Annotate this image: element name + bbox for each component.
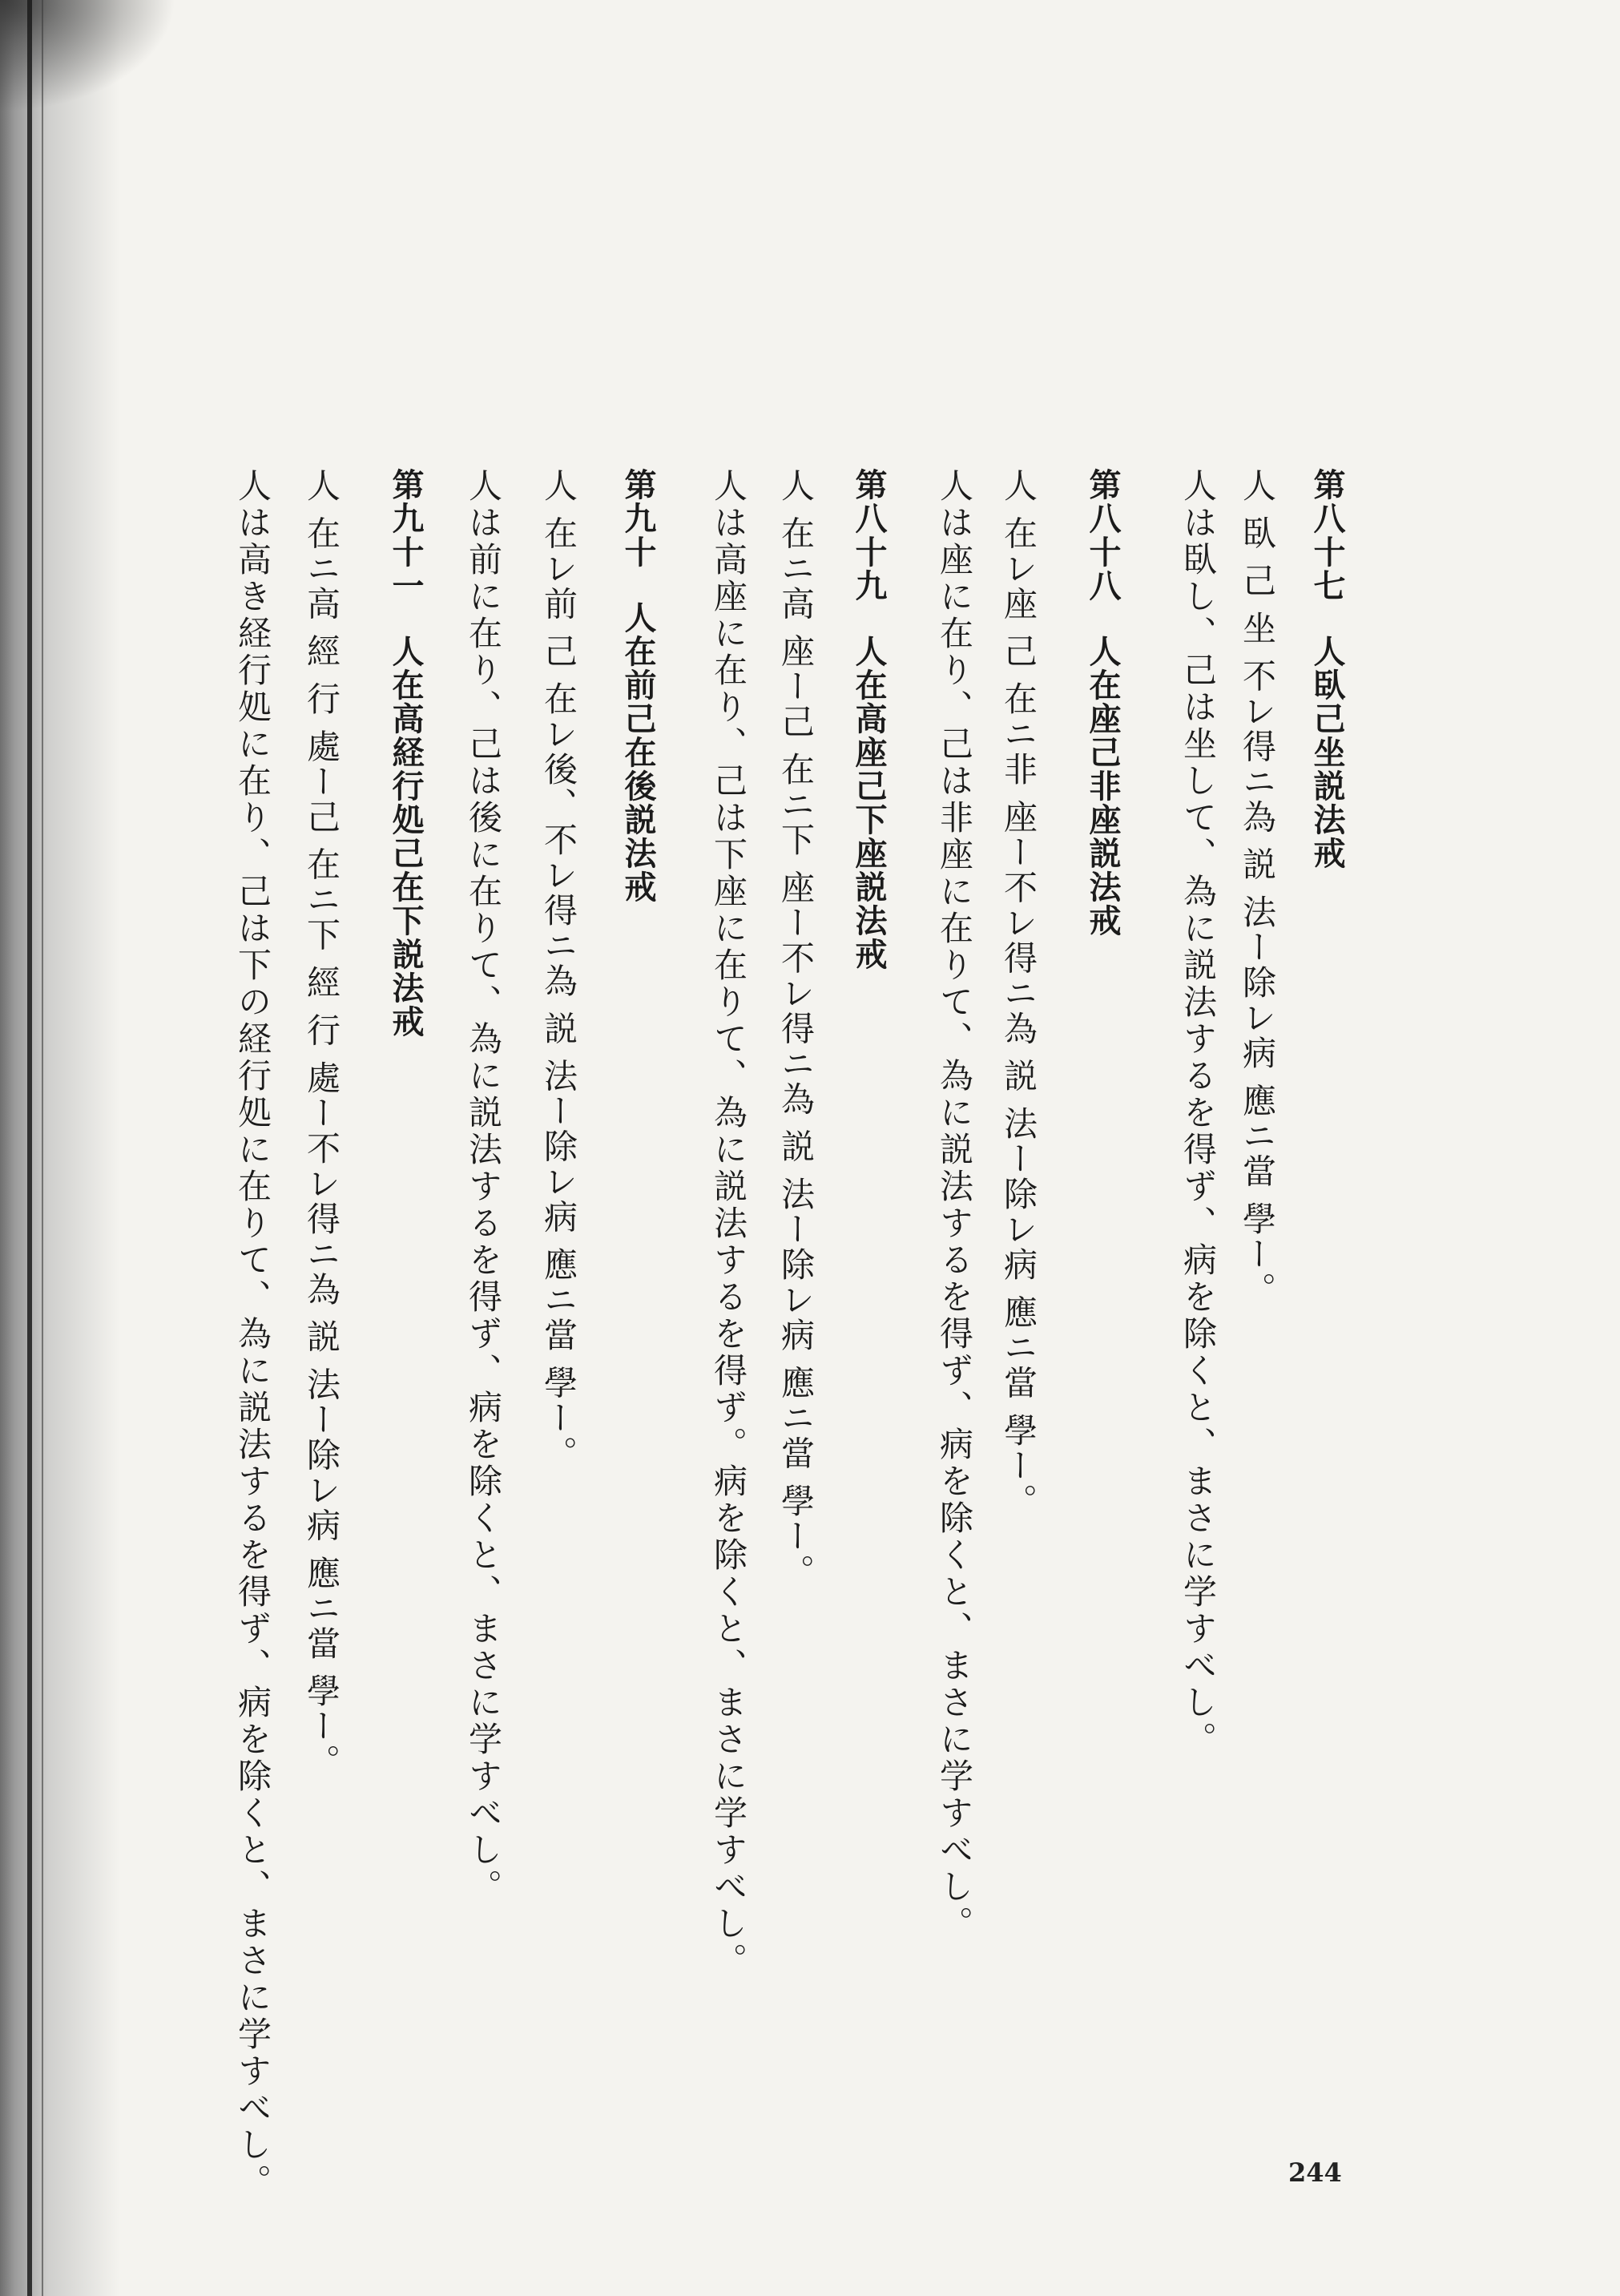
binding-edge-line bbox=[27, 0, 32, 2296]
section-heading bbox=[619, 468, 656, 904]
section-title: 人臥己坐説法戒 bbox=[1308, 635, 1345, 870]
binding-edge-line bbox=[42, 0, 43, 2296]
reading-line: 人は高き経行処に在り、己は下の経行処に在りて、為に説法するを得ず、病を除くと、まさに学すべし。 bbox=[233, 468, 272, 2201]
kanbun-line: 人 臥 己 坐 不レ得ニ為 説 法ー除レ病 應ニ當 學ー。 bbox=[1238, 468, 1277, 1307]
reading-line: 人は高座に在り、己は下座に在りて、為に説法するを得ず。病を除くと、まさに学すべし。 bbox=[709, 468, 748, 1979]
kanbun-line: 人 在ニ高 座ー己 在ニ下 座ー不レ得ニ為 説 法ー除レ病 應ニ當 學ー。 bbox=[776, 468, 816, 1589]
section-title: 人在座己非座説法戒 bbox=[1084, 635, 1121, 938]
section-heading bbox=[387, 468, 424, 1039]
reading-line: 人は前に在り、己は後に在りて、為に説法するを得ず、病を除くと、まさに学すべし。 bbox=[464, 468, 503, 1906]
reading-line: 人は臥し、己は坐して、為に説法するを得ず、病を除くと、まさに学すべし。 bbox=[1179, 468, 1218, 1758]
page-number: 244 bbox=[1288, 2157, 1342, 2188]
section-title: 人在高座己下座説法戒 bbox=[850, 635, 887, 971]
page-gutter-shadow bbox=[0, 0, 120, 2296]
section-title: 人在高経行処己在下説法戒 bbox=[387, 635, 424, 1039]
section-number: 第八十九 bbox=[850, 468, 887, 603]
section-heading bbox=[1084, 468, 1121, 938]
kanbun-line: 人 在レ前 己 在レ後、不レ得ニ為 説 法ー除レ病 應ニ當 學ー。 bbox=[539, 468, 578, 1471]
section-number: 第九十一 bbox=[387, 468, 424, 603]
section-number: 第八十七 bbox=[1308, 468, 1345, 603]
section-title: 人在前己在後説法戒 bbox=[619, 601, 656, 904]
section-number: 第九十 bbox=[619, 468, 656, 569]
section-number: 第八十八 bbox=[1084, 468, 1121, 603]
section-heading bbox=[852, 468, 885, 971]
kanbun-line: 人 在ニ高 經 行 處ー己 在ニ下 經 行 處ー不レ得ニ為 説 法ー除レ病 應ニ當 學ー。 bbox=[302, 468, 341, 1780]
section-heading bbox=[1308, 468, 1345, 870]
reading-line: 人は座に在り、己は非座に在りて、為に説法するを得ず、病を除くと、まさに学すべし。 bbox=[935, 468, 974, 1943]
kanbun-line: 人 在レ座 己 在ニ非 座ー不レ得ニ為 説 法ー除レ病 應ニ當 學ー。 bbox=[999, 468, 1038, 1519]
page-corner-shadow bbox=[0, 0, 176, 112]
